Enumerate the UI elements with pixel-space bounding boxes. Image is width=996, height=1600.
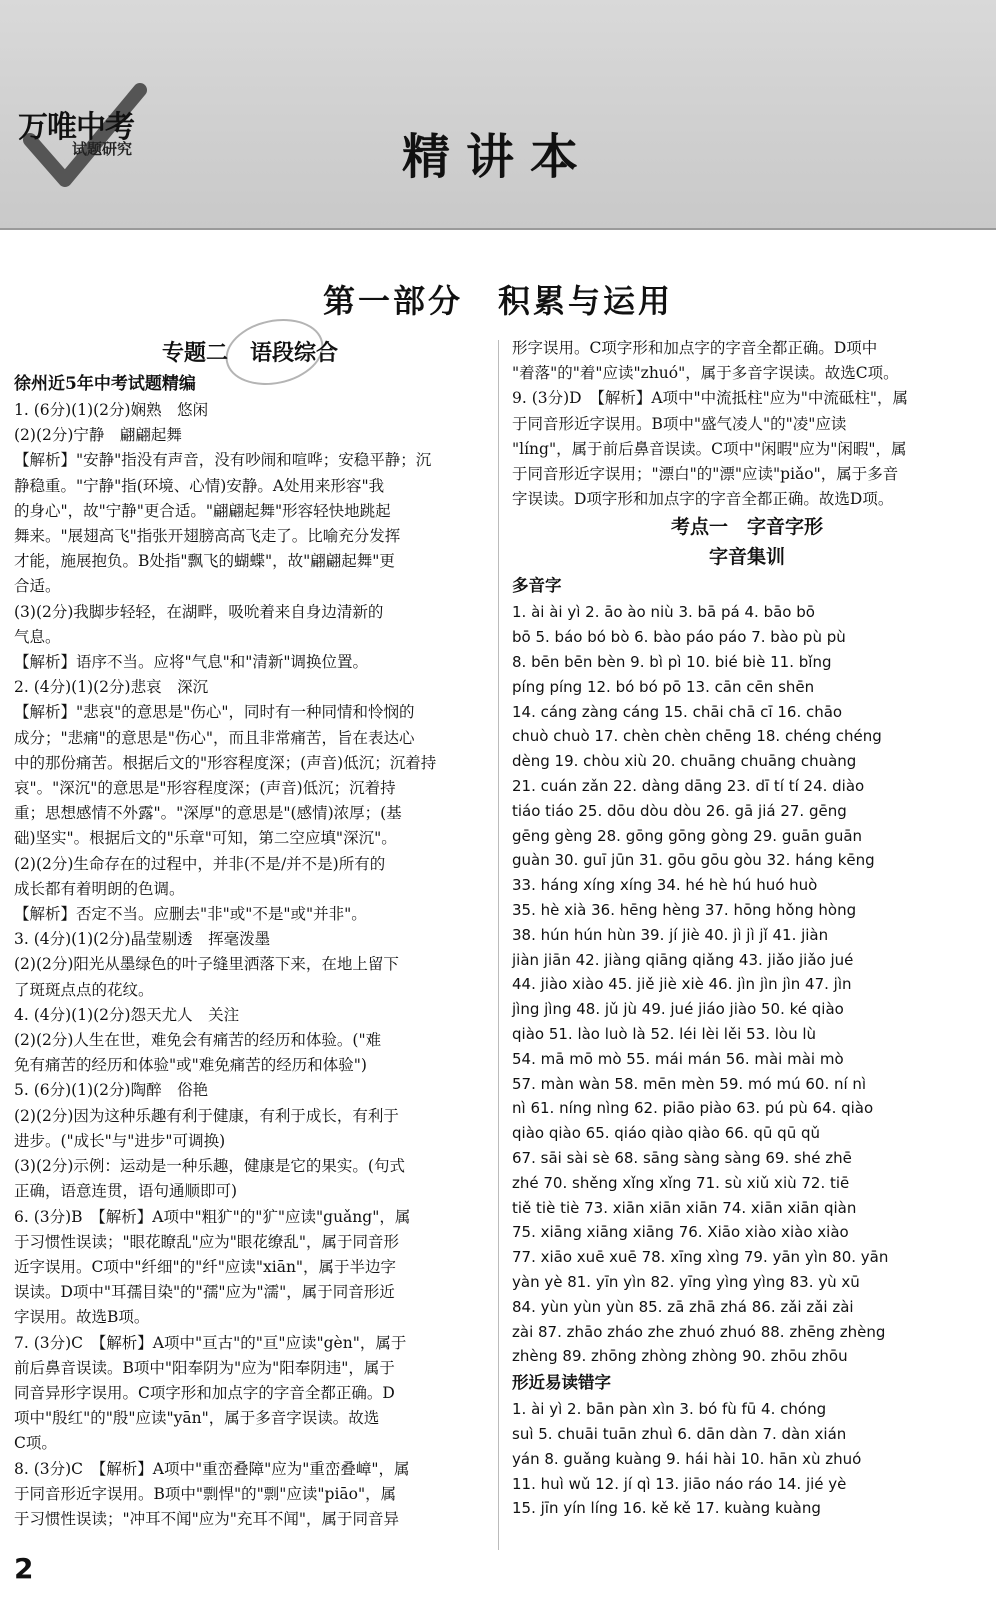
pinyin-line: 38. hún hún hùn 39. jí jiè 40. jì jì jǐ 41. jiàn — [512, 925, 829, 944]
pinyin-line: 15. jīn yín líng 16. kě kě 17. kuàng kuàng — [512, 1499, 821, 1518]
pinyin-line: zài 87. zhāo zháo zhe zhuó zhuó 88. zhēng zhèng — [512, 1322, 886, 1341]
answer-line: 1. (6分)(1)(2分)娴熟 悠闲 — [14, 401, 209, 419]
pinyin-line: yán 8. guǎng kuàng 9. hái hài 10. hān xù zhuó — [512, 1449, 862, 1468]
pinyin-line: 67. sāi sài sè 68. sāng sàng sàng 69. shé zhē — [512, 1148, 852, 1167]
answer-line: 哀"。"深沉"的意思是"形容程度深；(声音)低沉；沉着持 — [14, 779, 396, 798]
answer-line: 于同音形近字误用。B项中"盛气凌人"的"凌"应读 — [512, 414, 847, 433]
answer-line: 中的那份痛苦。根据后文的"形容程度深；(声音)低沉；沉着持 — [14, 753, 437, 772]
pinyin-line: 57. màn wàn 58. mēn mèn 59. mó mú 60. ní nì — [512, 1074, 867, 1093]
answer-line: (2)(2分)因为这种乐趣有利于健康，有利于成长，有利于 — [14, 1106, 399, 1125]
answer-line: 于习惯性误读；"冲耳不闻"应为"充耳不闻"，属于同音异 — [14, 1509, 400, 1528]
polyphone-answers — [512, 600, 982, 1369]
pinyin-line: 75. xiāng xiāng xiāng 76. Xiāo xiào xiào xiào — [512, 1223, 849, 1242]
pinyin-line: jiàn jiān 42. jiàng qiāng qiǎng 43. jiǎo jiǎo jué — [512, 950, 854, 969]
pinyin-line: 8. bēn bēn bèn 9. bì pì 10. bié biè 11. bǐng — [512, 653, 832, 672]
pinyin-line: píng píng 12. bó bó pō 13. cān cēn shēn — [512, 677, 815, 696]
answer-line: 【解析】"安静"指没有声音，没有吵闹和喧哗；安稳平静；沉 — [14, 451, 432, 470]
answer-line: 成长都有着明朗的色调。 — [14, 879, 185, 898]
pinyin-line: 44. jiào xiào 45. jiě jiè xiè 46. jìn jìn jìn 47. jìn — [512, 975, 852, 994]
answer-line: (2)(2分)人生在世，难免会有痛苦的经历和体验。("难 — [14, 1031, 382, 1050]
answer-line: 误读。D项中"耳孺目染"的"孺"应为"濡"，属于同音形近 — [14, 1283, 395, 1302]
answer-line: (2)(2分)宁静 翩翩起舞 — [14, 426, 182, 445]
right-answer-lines — [512, 336, 982, 512]
answer-line: 7. (3分)C 【解析】A项中"亘古"的"亘"应读"gèn"，属于 — [14, 1333, 407, 1352]
pinyin-line: guàn 30. guī jūn 31. gōu gōu gòu 32. háng kēng — [512, 851, 875, 870]
answer-line: 字误用。故选B项。 — [14, 1308, 150, 1327]
pinyin-line: 1. ài ài yì 2. āo ào niù 3. bā pá 4. bāo bō — [512, 603, 815, 622]
answer-line: 免有痛苦的经历和体验"或"难免痛苦的经历和体验") — [14, 1056, 367, 1075]
answer-line: 重；思想感情不外露"。"深厚"的意思是"(感情)浓厚；(基 — [14, 804, 402, 823]
left-column — [14, 336, 486, 1532]
answer-line: 才能，施展抱负。B处指"飘飞的蝴蝶"，故"翩翩起舞"更 — [14, 552, 395, 571]
answer-line: 于习惯性误读；"眼花瞭乱"应为"眼花缭乱"，属于同音形 — [14, 1232, 400, 1251]
answer-line: 【解析】"悲哀"的意思是"伤心"，同时有一种同情和怜悯的 — [14, 703, 415, 722]
answer-line: 进步。("成长"与"进步"可调换) — [14, 1131, 226, 1150]
pinyin-line: tiě tiè tiè 73. xiān xiān xiān 74. xiān xiān qiàn — [512, 1198, 857, 1217]
answer-line: 静稳重。"宁静"指(环境、心情)安静。A处用来形容"我 — [14, 476, 385, 495]
pinyin-line: yàn yè 81. yīn yìn 82. yīng yìng yìng 83. yù xū — [512, 1272, 860, 1291]
page-number: 2 — [14, 1552, 34, 1585]
answer-line: 形字误用。C项字形和加点字的字音全都正确。D项中 — [512, 339, 878, 357]
answer-line: 5. (6分)(1)(2分)陶醉 俗艳 — [14, 1081, 209, 1100]
answer-line: "líng"，属于前后鼻音误读。C项中"闲暇"应为"闲暇"，属 — [512, 439, 907, 458]
pinyin-line: 1. ài yì 2. bān pàn xìn 3. bó fù fū 4. chóng — [512, 1400, 827, 1419]
answer-line: 9. (3分)D 【解析】A项中"中流抵柱"应为"中流砥柱"，属 — [512, 389, 909, 408]
pinyin-line: zhèng 89. zhōng zhòng zhòng 90. zhōu zhōu — [512, 1347, 848, 1366]
pinyin-line: nì 61. níng nìng 62. piāo piào 63. pú pù 64. qiào — [512, 1099, 874, 1118]
pinyin-line: 54. mā mō mò 55. mái mán 56. mài mài mò — [512, 1049, 844, 1068]
right-column — [512, 336, 982, 1521]
pinyin-line: 77. xiāo xuē xuē 78. xīng xìng 79. yān yìn 80. yān — [512, 1248, 889, 1267]
answer-line: 近字误用。C项中"纤细"的"纤"应读"xiān"，属于半边字 — [14, 1257, 397, 1276]
pinyin-line: suì 5. chuāi tuān zhuì 6. dān dàn 7. dàn xián — [512, 1424, 847, 1443]
pinyin-line: 14. cáng zàng cáng 15. chāi chā cī 16. chāo — [512, 702, 843, 721]
header-band — [0, 0, 996, 230]
pinyin-line: 21. cuán zǎn 22. dàng dāng 23. dī tí tí 24. diào — [512, 777, 865, 795]
logo-main-text: 万唯中考 — [18, 110, 134, 145]
answer-line: (2)(2分)生命存在的过程中，并非(不是/并不是)所有的 — [14, 854, 386, 873]
jixun-heading: 字音集训 — [708, 546, 785, 569]
answer-line: (2)(2分)阳光从墨绿色的叶子缝里洒落下来，在地上留下 — [14, 955, 399, 974]
pinyin-line: tiáo tiáo 25. dōu dòu dòu 26. gā jiá 27. gēng — [512, 801, 847, 820]
logo-sub-text: 试题研究 — [72, 140, 133, 158]
pinyin-line: 11. huì wǔ 12. jí qì 13. jiāo náo ráo 14. jié yè — [512, 1474, 847, 1493]
answer-line: 成分；"悲痛"的意思是"伤心"，而且非常痛苦，旨在表达心 — [14, 728, 415, 747]
answer-line: 8. (3分)C 【解析】A项中"重峦叠障"应为"重峦叠嶂"，属 — [14, 1459, 410, 1478]
pinyin-line: dèng 19. chòu xiù 20. chuāng chuāng chuàng — [512, 752, 857, 771]
answer-line: "着落"的"着"应读"zhuó"，属于多音字误读。故选C项。 — [512, 364, 899, 383]
pinyin-line: 35. hè xià 36. hēng hèng 37. hōng hǒng hòng — [512, 900, 857, 919]
pinyin-line: chuò chuò 17. chèn chèn chēng 18. chéng chéng — [512, 727, 882, 746]
answer-line: 【解析】语序不当。应将"气息"和"清新"调换位置。 — [14, 653, 369, 672]
answer-line: 合适。 — [14, 577, 61, 596]
topic-title: 专题二 语段综合 — [161, 340, 338, 366]
answer-line: 同音异形字误用。C项字形和加点字的字音全都正确。D — [14, 1383, 395, 1402]
similar-chars-heading: 形近易读错字 — [512, 1373, 611, 1393]
answer-line: 字误读。D项字形和加点字的字音全都正确。故选D项。 — [512, 490, 894, 509]
answer-line: 于同音形近字误用。B项中"剽悍"的"剽"应读"piāo"，属 — [14, 1484, 397, 1503]
pinyin-line: qiào qiào 65. qiáo qiào qiào 66. qū qū qǔ — [512, 1124, 820, 1143]
pinyin-line: zhé 70. shěng xǐng xǐng 71. sù xiǔ xiù 72. tiē — [512, 1173, 850, 1192]
answer-line: 4. (4分)(1)(2分)怨天尤人 关注 — [14, 1005, 240, 1024]
page-title: 精讲本 — [401, 129, 594, 185]
answer-line: 项中"殷红"的"殷"应读"yān"，属于多音字误读。故选 — [14, 1409, 380, 1428]
kaodian-heading: 考点一 字音字形 — [670, 516, 823, 539]
answer-line: 了斑斑点点的花纹。 — [14, 980, 154, 999]
pinyin-line: 84. yùn yùn yùn 85. zā zhā zhá 86. zǎi zǎi zài — [512, 1297, 854, 1316]
answer-line: 6. (3分)B 【解析】A项中"粗犷"的"犷"应读"guǎng"，属 — [14, 1207, 411, 1226]
answer-line: 舞来。"展翅高飞"指张开翅膀高高飞走了。比喻充分发挥 — [14, 527, 401, 546]
sub-heading: 徐州近5年中考试题精编 — [14, 374, 196, 394]
answer-line: 3. (4分)(1)(2分)晶莹剔透 挥毫泼墨 — [14, 930, 271, 949]
pinyin-line: qiào 51. lào luò là 52. léi lèi lěi 53. lòu lù — [512, 1024, 817, 1043]
answer-line: 于同音形近字误用；"漂白"的"漂"应读"piǎo"，属于多音 — [512, 465, 899, 484]
answer-line: 正确，语意连贯，语句通顺即可) — [14, 1182, 238, 1201]
pinyin-line: 33. háng xíng xíng 34. hé hè hú huó huò — [512, 876, 818, 895]
answer-line: (3)(2分)我脚步轻轻，在湖畔，吸吮着来自身边清新的 — [14, 602, 384, 621]
left-answer-lines — [14, 398, 486, 1532]
answer-line: 础)坚实"。根据后文的"乐章"可知，第二空应填"深沉"。 — [14, 829, 397, 848]
part-title: 第一部分 积累与运用 — [322, 282, 673, 320]
answer-line: (3)(2分)示例：运动是一种乐趣，健康是它的果实。(句式 — [14, 1157, 405, 1176]
answer-line: 【解析】否定不当。应删去"非"或"不是"或"并非"。 — [14, 905, 367, 924]
answer-line: 2. (4分)(1)(2分)悲哀 深沉 — [14, 678, 209, 697]
pinyin-line: gēng gèng 28. gōng gōng gòng 29. guān guān — [512, 826, 863, 845]
pinyin-line: bō 5. báo bó bò 6. bào páo páo 7. bào pù pù — [512, 628, 846, 647]
similar-chars-answers — [512, 1397, 982, 1521]
pinyin-line: jìng jìng 48. jǔ jù 49. jué jiáo jiào 50. ké qiào — [512, 1000, 844, 1019]
answer-line: 前后鼻音误读。B项中"阳奉阴为"应为"阳奉阴违"，属于 — [14, 1358, 395, 1377]
column-divider — [498, 340, 499, 1550]
answer-line: 气息。 — [14, 627, 61, 646]
polyphone-heading: 多音字 — [512, 576, 562, 596]
answer-line: 的身心"，故"宁静"更合适。"翩翩起舞"形容轻快地跳起 — [14, 501, 391, 520]
answer-line: C项。 — [14, 1434, 57, 1453]
